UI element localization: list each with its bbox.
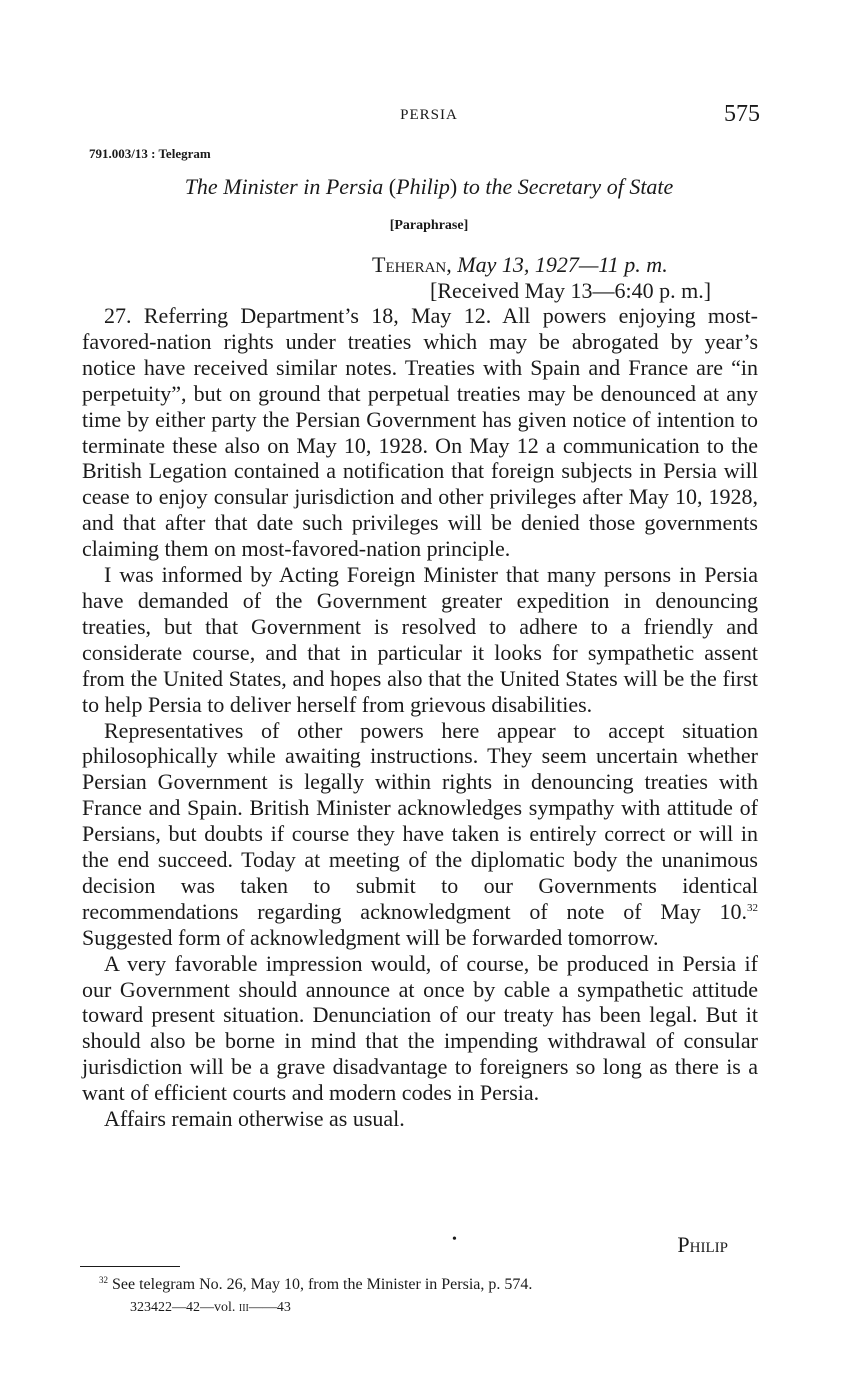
telegram-body	[82, 303, 758, 1132]
document-title: The Minister in Persia (Philip) to the Secretary of State	[184, 174, 674, 199]
dateline	[372, 252, 668, 278]
stray-mark: •	[452, 1232, 457, 1247]
dateline-place: Teheran,	[372, 252, 452, 277]
received-note: [Received May 13—6:40 p. m.]	[430, 278, 712, 303]
title-prefix: The Minister in Persia	[184, 174, 384, 199]
dateline-date: May 13, 1927—11 p. m.	[457, 252, 668, 277]
paragraph-3	[82, 718, 758, 951]
paragraph-2: I was informed by Acting Foreign Minister that many persons in Persia have demanded of the Government greater expedition in denouncing treaties, but that Government is resolved to adhere to a friendly and considerate course, and that in particular it looks for sympathetic assent from the United States, and hopes also that the United States will be the first to help Persia to deliver herself from grievous disabilities.	[82, 562, 758, 717]
footnote-reference: 32	[747, 901, 758, 914]
paragraph-4: A very favorable impression would, of course, be produced in Persia if our Government should announce at once by cable a sympathetic attitude toward present situation. Denunciation of our treaty has been legal. But it should also be borne in mind that the impending withdrawal of consular jurisdiction will be a grave disadvantage to foreigners so long as there is a want of efficient courts and modern codes in Persia.	[82, 950, 758, 1106]
paraphrase-label: [Paraphrase]	[389, 218, 469, 233]
footnote-marker: 32	[99, 1275, 108, 1285]
footnote	[99, 1276, 532, 1294]
title-name: Philip	[396, 174, 450, 199]
paragraph-3-part-b: Suggested form of acknowledgment will be forwarded tomorrow.	[82, 924, 659, 950]
file-reference: 791.003/13 : Telegram	[89, 146, 211, 161]
print-code-suffix: ——43	[248, 1300, 291, 1315]
footnote-text: See telegram No. 26, May 10, from the Minister in Persia, p. 574.	[112, 1276, 533, 1293]
paragraph-1: 27. Referring Department’s 18, May 12. All powers enjoying most-favored-nation rights under treaties which may be abrogated by year’s notice have received similar notes. Treaties with Spain and France are “in perpetuity”, but on ground that perpetual treaties may be denounced at any time by either party the Persian Government has given notice of intention to terminate these also on May 10, 1928. On May 12 a communication to the British Legation contained a notification that foreign subjects in Persia will cease to enjoy consular jurisdiction and other privileges after May 10, 1928, and that after that date such privileges will be denied those governments claiming them on most-favored-nation principle.	[82, 303, 758, 562]
footnote-rule	[80, 1266, 180, 1267]
print-code-prefix: 323422—42—vol.	[130, 1300, 236, 1315]
running-head	[0, 103, 858, 129]
signature: Philip	[677, 1232, 728, 1257]
title-suffix: to the Secretary of State	[462, 174, 674, 199]
paragraph-3-part-a: Representatives of other powers here appear to accept situation philosophically while awaiting instructions. They seem uncertain whether Persian Government is legally within rights in denouncing treaties with France and Spain. British Minister acknowledges sympathy with attitude of Persians, but doubts if course they have taken is entirely correct or will in the end succeed. Today at meeting of the diplomatic body the unanimous decision was taken to submit to our Governments identical recommendations regarding acknowledgment of note of May 10.	[82, 717, 758, 924]
paragraph-5: Affairs remain otherwise as usual.	[104, 1106, 405, 1132]
running-title: PERSIA	[400, 107, 458, 123]
print-code	[130, 1300, 291, 1316]
print-code-volume: iii	[238, 1300, 249, 1315]
page-number: 575	[724, 101, 760, 127]
